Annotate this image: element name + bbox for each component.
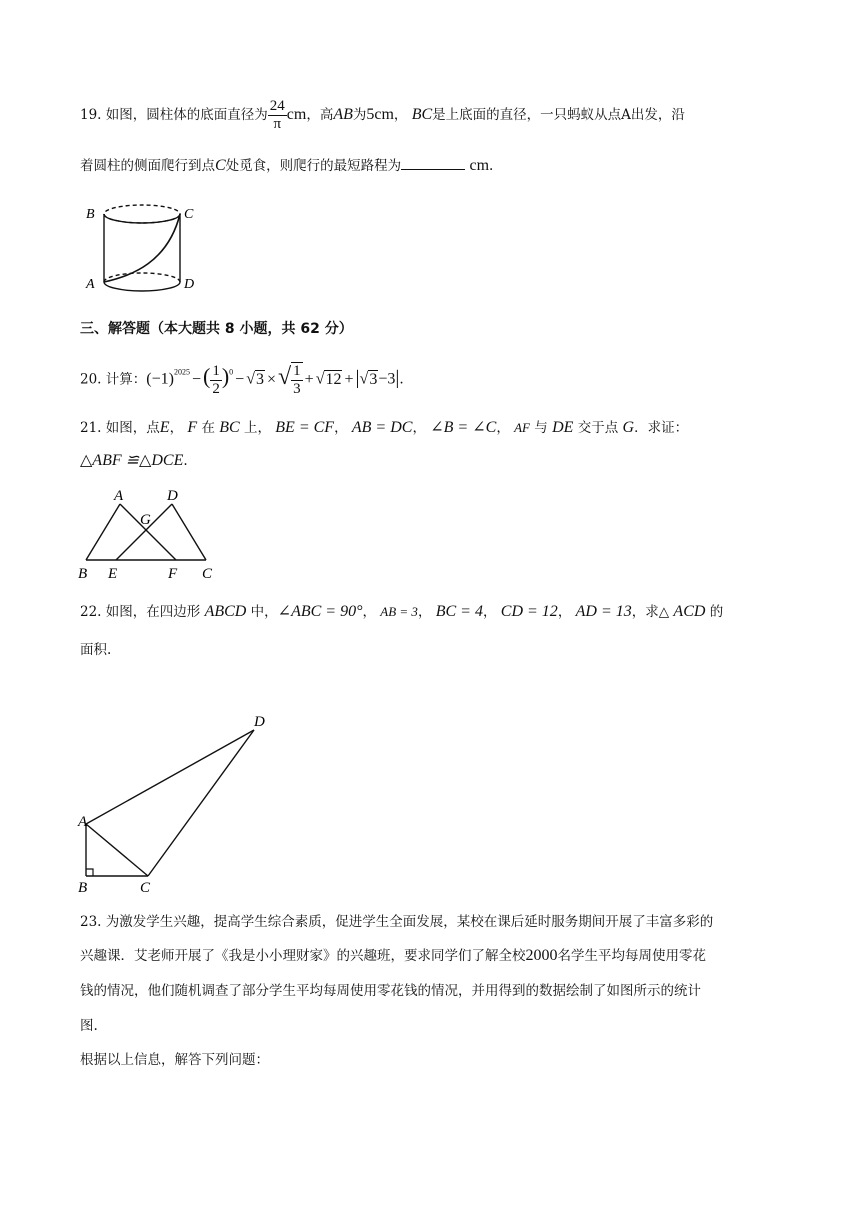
q20-exp1: 2025 [173,367,190,377]
line-dc [148,730,254,876]
q21-f: F [187,419,198,436]
q20-times: × [266,370,276,388]
q21-eq3: ∠B = ∠C [430,419,497,436]
q19-line2 [80,155,493,176]
cyl-label-c: C [184,207,194,222]
q23-num-students: 2000 [525,947,558,964]
q23-line3: 钱的情况，他们随机调查了部分学生平均每周使用零花钱的情况，并用得到的数据绘制了如图所示的统计 [80,983,701,999]
q22-ab: AB = 3 [380,604,418,619]
line-dc [172,504,206,560]
q21-text-3: 上， [243,420,271,436]
q23-number: 23. [80,914,102,930]
quad-label-d: D [254,714,265,730]
q19-text-5: 是上底面的直径，一只蚂蚁从点A出发，沿 [432,107,685,123]
q21-text-2: 在 [201,420,215,436]
q20-half-num: 1 [212,362,220,379]
triangles-figure [76,484,226,582]
q23-line2 [80,946,706,966]
q19-diameter-fraction [268,98,287,133]
q19-text-2: ，高 [306,107,334,123]
q21-end: . [183,453,188,469]
tri-label-d: D [167,488,178,504]
q19-number: 19. [80,107,102,123]
q22-bc: BC = 4 [435,603,483,620]
q19-frac-den: π [273,116,282,132]
cyl-label-a: A [86,277,95,292]
q23-line4: 图. [80,1018,98,1034]
q21-e: E [159,419,170,436]
q22-text-3: ，求△ [631,604,670,620]
q22-ad: AD = 13 [575,603,632,620]
tri-label-b: B [78,566,88,582]
q20-line: 20. 计算：$(-1)^{2025}$ −( $\frac{1}{2}$ )$^0$ − √3 ×√ $\frac{1}{3}$ + √12 + |√3−3|. [80,362,404,397]
q22-text-4: 的 [709,604,724,620]
q19-bc: BC [411,106,433,123]
q19-unit-end: cm [469,157,490,174]
cylinder-bottom-front [104,282,180,291]
q20-half-den: 2 [212,380,220,397]
q19-answer-blank [401,155,465,170]
q21-line1: 21. 如图，点E， F 在 BC 上， BE = CF， AB = DC， ∠B = ∠C， AF 与 DE 交于点 G．求证： [80,419,689,436]
q22-acd: ACD [673,603,706,620]
q21-de: DE [552,419,574,436]
q20-minus1: − [191,370,201,388]
quad-label-b: B [78,880,88,894]
q19-height: 5cm [366,106,394,123]
q21-conclusion: △ABF ≌△DCE [80,452,184,469]
ant-path [104,214,180,282]
q22-cd: CD = 12 [500,603,558,620]
q19-frac-num: 24 [269,98,285,114]
q19-end: . [489,158,494,174]
q20-sqrt3: √3 [246,370,264,388]
tri-label-f: F [168,566,178,582]
q20-sqrt-third: √ $\frac{1}{3}$ [278,363,301,397]
q23-text-1: 为激发学生兴趣，提高学生综合素质，促进学生全面发展，某校在课后延时服务期间开展了丰富多彩的 [105,914,714,930]
q22-line1: 22. 如图，在四边形 ABCD 中，∠ABC = 90°， AB = 3， BC = 4， CD = 12， AD = 13，求△ ACD 的 [80,603,724,620]
q19-unit: cm [286,106,307,123]
q21-af: AF [514,420,530,435]
cylinder-bottom-back [104,273,180,282]
right-angle-mark [86,869,93,876]
q22-line2: 面积. [80,642,112,658]
q21-eq1: BE = CF [275,419,335,436]
q21-text-6: ．求证： [634,420,689,436]
q23-line1 [80,912,713,932]
q22-text-1: 如图，在四边形 [105,604,201,620]
q19-ab: AB [333,106,353,123]
q20-abs-sqrt3: √3 [359,370,378,388]
q20-end: . [399,371,404,388]
quad-label-a: A [78,814,88,830]
q21-eq2: AB = DC [351,419,413,436]
q20-sqrt12: √12 [315,370,342,388]
tri-label-e: E [108,566,118,582]
quad-label-c: C [140,880,151,894]
q19-text-6: 着圆柱的侧面爬行到点 [80,158,215,174]
cyl-label-d: D [184,277,195,292]
q19-text-7: 处觅食，则爬行的最短路程为 [225,158,402,174]
q20-exp2: 0 [229,367,234,377]
q21-number: 21. [80,420,102,436]
q20-abs-tail: −3 [378,370,396,388]
cylinder-figure [80,188,210,300]
q20-half [210,363,222,398]
q19-line1 [80,98,685,133]
line-ad [86,730,254,824]
cyl-label-b: B [86,207,95,222]
line-ac [86,824,148,876]
q21-text-5: 交于点 [577,420,619,436]
q22-number: 22. [80,604,102,620]
q22-text-2: 中， [250,604,278,620]
line-ab [86,504,120,560]
quadrilateral-figure [74,710,274,894]
q20-plus1: + [304,370,314,388]
q20-base: (−1) [146,370,174,388]
q19-text-4: ， [393,107,408,123]
q19-c: C [215,157,226,174]
q22-angle: ∠ABC = 90° [277,603,363,620]
cylinder-top-front [104,214,180,223]
q21-bc: BC [219,419,240,436]
q22-abcd: ABCD [204,603,247,620]
q23-text-2b: 名学生平均每周使用零花 [557,948,706,964]
q20-label: 计算： [105,371,147,388]
q20-plus2: + [344,370,354,388]
q23-line5: 根据以上信息，解答下列问题： [80,1052,269,1068]
q23-text-2a: 兴趣课．艾老师开展了《我是小小理财家》的兴趣班，要求同学们了解全校 [80,948,526,964]
q21-text-1: 如图，点 [105,420,160,436]
section-title: 三、解答题（本大题共 8 小题，共 62 分） [80,321,353,337]
q19-text-3: 为 [352,107,367,123]
q21-line2 [80,451,188,471]
q20-number: 20. [80,371,102,388]
tri-label-a: A [114,488,124,504]
q21-text-4: 与 [534,420,548,436]
tri-label-g: G [140,512,151,528]
q19-text-1: 如图，圆柱体的底面直径为 [105,107,268,123]
q21-g: G [622,419,635,436]
tri-label-c: C [202,566,213,582]
